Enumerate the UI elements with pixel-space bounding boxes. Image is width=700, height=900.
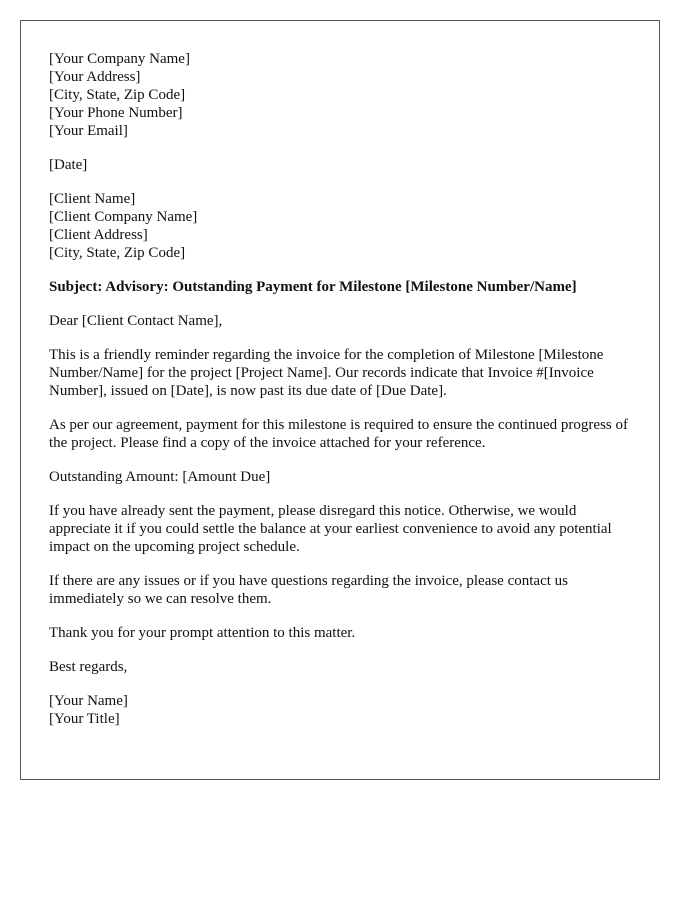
body-paragraph-reminder: This is a friendly reminder regarding the invoice for the completion of Milestone [Milestone Number/Name] for the project [Project Name]. Our records indicate that Invoice #[Invoice Number], issued on [Date], is now past its due date of [Due Date]. — [49, 347, 604, 399]
body-paragraph-agreement: As per our agreement, payment for this milestone is required to ensure the continued progress of the project. Please find a copy of the invoice attached for your reference. — [49, 417, 629, 451]
signature-block — [49, 692, 631, 728]
sender-phone: [Your Phone Number] — [49, 105, 183, 121]
body-paragraph-disregard: If you have already sent the payment, please disregard this notice. Otherwise, we would appreciate it if you could settle the balance at your earliest convenience to avoid any potential impact on the upcoming project schedule. — [49, 503, 612, 555]
signature-name: [Your Name] — [49, 693, 128, 709]
recipient-company: [Client Company Name] — [49, 209, 198, 225]
signature-title: [Your Title] — [49, 711, 120, 727]
body-paragraph-thanks: Thank you for your prompt attention to this matter. — [49, 625, 356, 641]
letter-page — [20, 20, 660, 780]
closing: Best regards, — [49, 659, 128, 675]
sender-block — [49, 50, 631, 140]
subject-line: Subject: Advisory: Outstanding Payment for Milestone [Milestone Number/Name] — [49, 279, 577, 295]
sender-address: [Your Address] — [49, 69, 141, 85]
recipient-city-state-zip: [City, State, Zip Code] — [49, 245, 186, 261]
salutation: Dear [Client Contact Name], — [49, 313, 223, 329]
recipient-address: [Client Address] — [49, 227, 148, 243]
sender-email: [Your Email] — [49, 123, 128, 139]
sender-company: [Your Company Name] — [49, 51, 190, 67]
outstanding-amount: Outstanding Amount: [Amount Due] — [49, 469, 271, 485]
body-paragraph-contact: If there are any issues or if you have questions regarding the invoice, please contact us immediately so we can resolve them. — [49, 573, 568, 607]
sender-city-state-zip: [City, State, Zip Code] — [49, 87, 186, 103]
recipient-name: [Client Name] — [49, 191, 136, 207]
recipient-block — [49, 190, 631, 262]
date-line: [Date] — [49, 157, 88, 173]
